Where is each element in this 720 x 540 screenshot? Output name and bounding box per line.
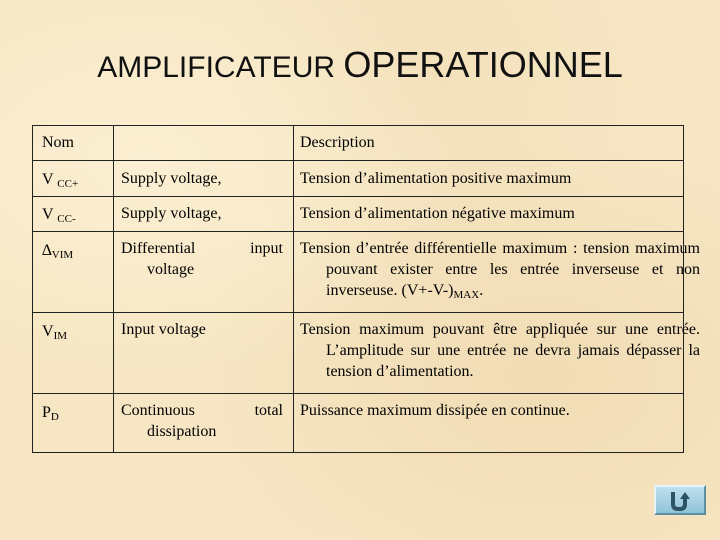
- symbol-main: ∆: [42, 242, 52, 259]
- row-symbol: [42, 402, 59, 428]
- parameters-table: [32, 125, 700, 453]
- label-word: voltage: [147, 261, 195, 278]
- label-word: Continuous: [121, 402, 195, 419]
- symbol-subscript: IM: [53, 330, 68, 342]
- row-label: [121, 400, 283, 442]
- symbol-main: V: [42, 206, 54, 223]
- row-label: Input voltage: [121, 321, 206, 338]
- slide-title: [0, 44, 720, 86]
- symbol-subscript: CC+: [57, 178, 79, 190]
- row-description: [300, 238, 700, 306]
- label-word: dissipation: [147, 423, 217, 440]
- symbol-main: V: [42, 171, 54, 188]
- title-part-1: AMPLIFICATEUR: [97, 51, 344, 84]
- row-label: Supply voltage,: [121, 170, 222, 187]
- row-label: Supply voltage,: [121, 205, 222, 222]
- description-text: Tension d’entrée différentielle maximum : tension maximum pouvant exister entre les entrée inverseuse et non inverseuse. (V+-V-): [300, 240, 700, 299]
- label-word: input: [250, 240, 283, 257]
- row-description: Puissance maximum dissipée en continue.: [300, 402, 570, 419]
- symbol-subscript: CC-: [57, 213, 76, 225]
- row-symbol: [42, 204, 76, 230]
- label-word: Differential: [121, 240, 196, 257]
- column-divider: [113, 126, 114, 452]
- row-divider: [33, 196, 683, 197]
- row-divider: [33, 160, 683, 161]
- row-symbol: [42, 240, 73, 266]
- description-subscript: MAX: [453, 289, 480, 301]
- symbol-main: V: [42, 323, 54, 340]
- column-divider: [293, 126, 294, 452]
- row-divider: [33, 312, 683, 313]
- header-name: Nom: [42, 134, 74, 151]
- description-end: .: [479, 282, 484, 299]
- row-label: [121, 238, 283, 280]
- row-description: Tension d’alimentation négative maximum: [300, 205, 575, 222]
- header-description: Description: [300, 134, 375, 151]
- u-turn-return-icon: [669, 490, 691, 512]
- symbol-main: P: [42, 404, 51, 421]
- symbol-subscript: D: [50, 411, 59, 423]
- row-description: Tension d’alimentation positive maximum: [300, 170, 572, 187]
- title-part-2: OPERATIONNEL: [343, 44, 623, 85]
- row-divider: [33, 231, 683, 232]
- back-button[interactable]: [654, 485, 706, 515]
- row-symbol: [42, 321, 67, 347]
- row-symbol: [42, 169, 78, 195]
- label-word: total: [254, 402, 283, 419]
- row-divider: [33, 393, 683, 394]
- symbol-subscript: VIM: [51, 249, 74, 261]
- row-description: Tension maximum pouvant être appliquée sur une entrée. L’amplitude sur une entrée ne devra jamais dépasser la tension d’alimentation.: [300, 321, 700, 380]
